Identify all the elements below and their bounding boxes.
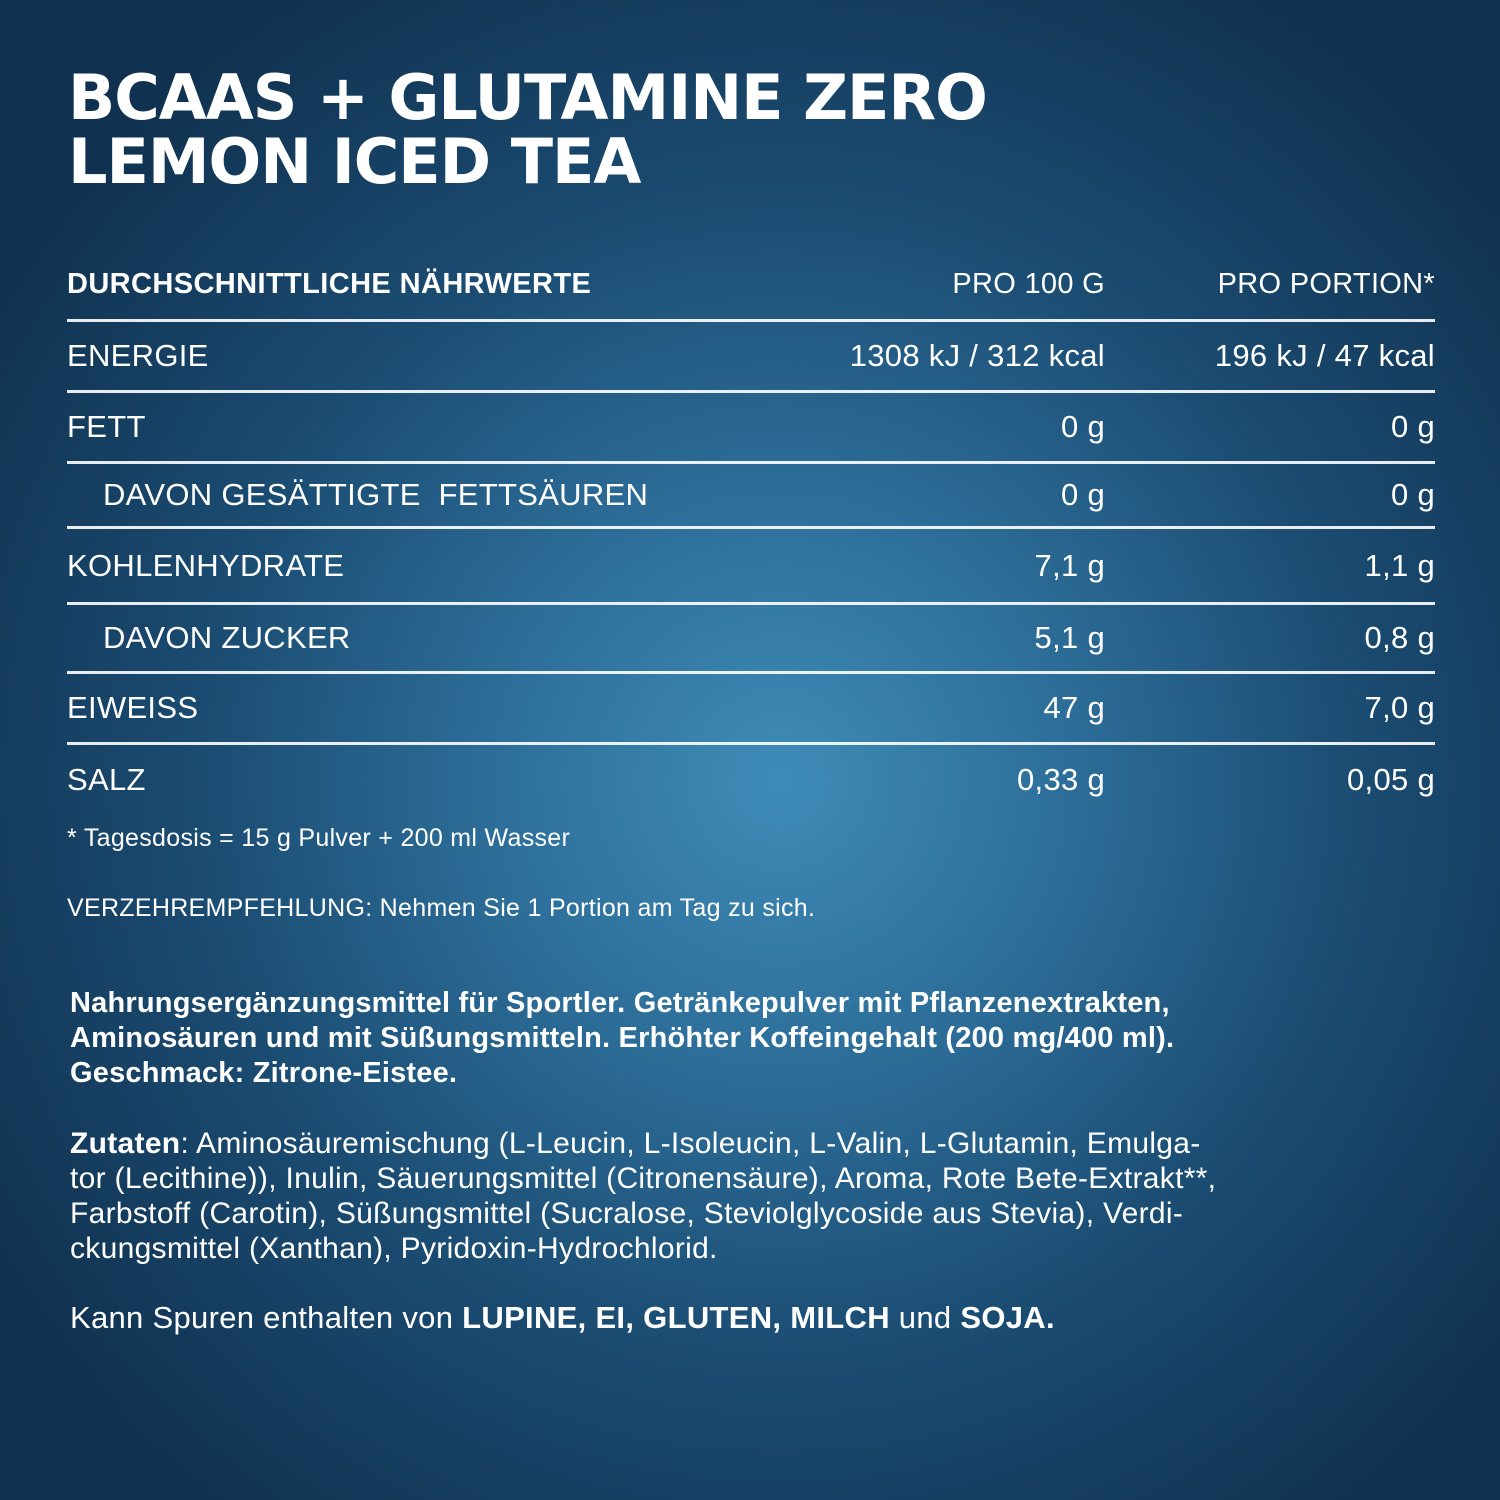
value-per-100g: 0 g — [1061, 477, 1105, 512]
portion-footnote: * Tagesdosis = 15 g Pulver + 200 ml Wasser — [67, 824, 571, 852]
value-per-100g: 0,33 g — [1017, 762, 1105, 797]
nutrient-name: ENERGIE — [67, 338, 209, 373]
ingredients-label: Zutaten — [70, 1127, 181, 1160]
description-line3: Geschmack: Zitrone-Eistee. — [70, 1057, 458, 1089]
value-per-portion: 0,05 g — [1347, 762, 1435, 797]
product-title — [68, 61, 987, 198]
nutrition-row-fett — [67, 393, 1435, 464]
value-per-100g: 1308 kJ / 312 kcal — [849, 338, 1105, 373]
nutrition-row-kohlenhydrate — [67, 529, 1435, 605]
ingredients-line2: tor (Lecithine)), Inulin, Säuerungsmittel (Citronensäure), Aroma, Rote Bete-Extrakt**, — [70, 1162, 1217, 1195]
value-per-100g: 0 g — [1061, 409, 1105, 444]
nutrient-name: DAVON GESÄTTIGTE FETTSÄUREN — [103, 477, 649, 512]
nutrition-row-eiweiss — [67, 674, 1435, 745]
allergen-last: SOJA. — [960, 1300, 1055, 1335]
allergen-notice — [70, 1300, 1055, 1336]
header-nutrient: DURCHSCHNITTLICHE NÄHRWERTE — [67, 268, 592, 300]
ingredients-line1 — [70, 1126, 1450, 1161]
nutrition-table-header — [67, 250, 1435, 322]
ingredients-text — [70, 1126, 1450, 1266]
nutrient-name: DAVON ZUCKER — [103, 620, 351, 655]
ingredients-line1-text: : Aminosäuremischung (L-Leucin, L-Isoleucin, L-Valin, L-Glutamin, Emulga- — [180, 1127, 1201, 1160]
nutrient-name: FETT — [67, 409, 146, 444]
allergen-connector: und — [889, 1300, 961, 1335]
nutrient-name: SALZ — [67, 762, 146, 797]
value-per-portion: 0,8 g — [1364, 620, 1435, 655]
ingredients-line3: Farbstoff (Carotin), Süßungsmittel (Sucralose, Steviolglycoside aus Stevia), Verdi- — [70, 1197, 1184, 1230]
value-per-portion: 0 g — [1391, 477, 1435, 512]
nutrition-row-saturated-fat — [67, 464, 1435, 529]
value-per-portion: 1,1 g — [1364, 547, 1435, 583]
description-line1: Nahrungsergänzungsmittel für Sportler. Getränkepulver mit Pflanzenextrakten, — [70, 987, 1170, 1019]
consumption-recommendation: VERZEHREMPFEHLUNG: Nehmen Sie 1 Portion am Tag zu sich. — [67, 894, 816, 922]
value-per-portion: 7,0 g — [1364, 690, 1435, 725]
ingredients-line4: ckungsmittel (Xanthan), Pyridoxin-Hydrochlorid. — [70, 1232, 718, 1265]
nutrient-name: KOHLENHYDRATE — [67, 547, 345, 583]
value-per-portion: 0 g — [1391, 409, 1435, 444]
value-per-portion: 196 kJ / 47 kcal — [1214, 338, 1435, 373]
allergen-items: LUPINE, EI, GLUTEN, MILCH — [462, 1300, 890, 1335]
value-per-100g: 5,1 g — [1034, 620, 1105, 655]
product-description — [70, 986, 1450, 1091]
value-per-100g: 47 g — [1043, 690, 1105, 725]
header-per-100g: PRO 100 G — [952, 268, 1105, 300]
value-per-100g: 7,1 g — [1034, 547, 1105, 583]
product-title-line2: LEMON ICED TEA — [68, 125, 641, 198]
nutrition-row-energie — [67, 322, 1435, 393]
product-title-line1: BCAAS + GLUTAMINE ZERO — [68, 61, 987, 134]
nutrient-name: EIWEISS — [67, 690, 199, 725]
nutrition-table — [67, 250, 1435, 815]
nutrition-row-zucker — [67, 605, 1435, 674]
description-line2: Aminosäuren und mit Süßungsmitteln. Erhöhter Koffeingehalt (200 mg/400 ml). — [70, 1022, 1175, 1054]
nutrition-row-salz — [67, 745, 1435, 815]
allergen-prefix: Kann Spuren enthalten von — [70, 1300, 463, 1335]
header-per-portion: PRO PORTION* — [1217, 268, 1435, 300]
